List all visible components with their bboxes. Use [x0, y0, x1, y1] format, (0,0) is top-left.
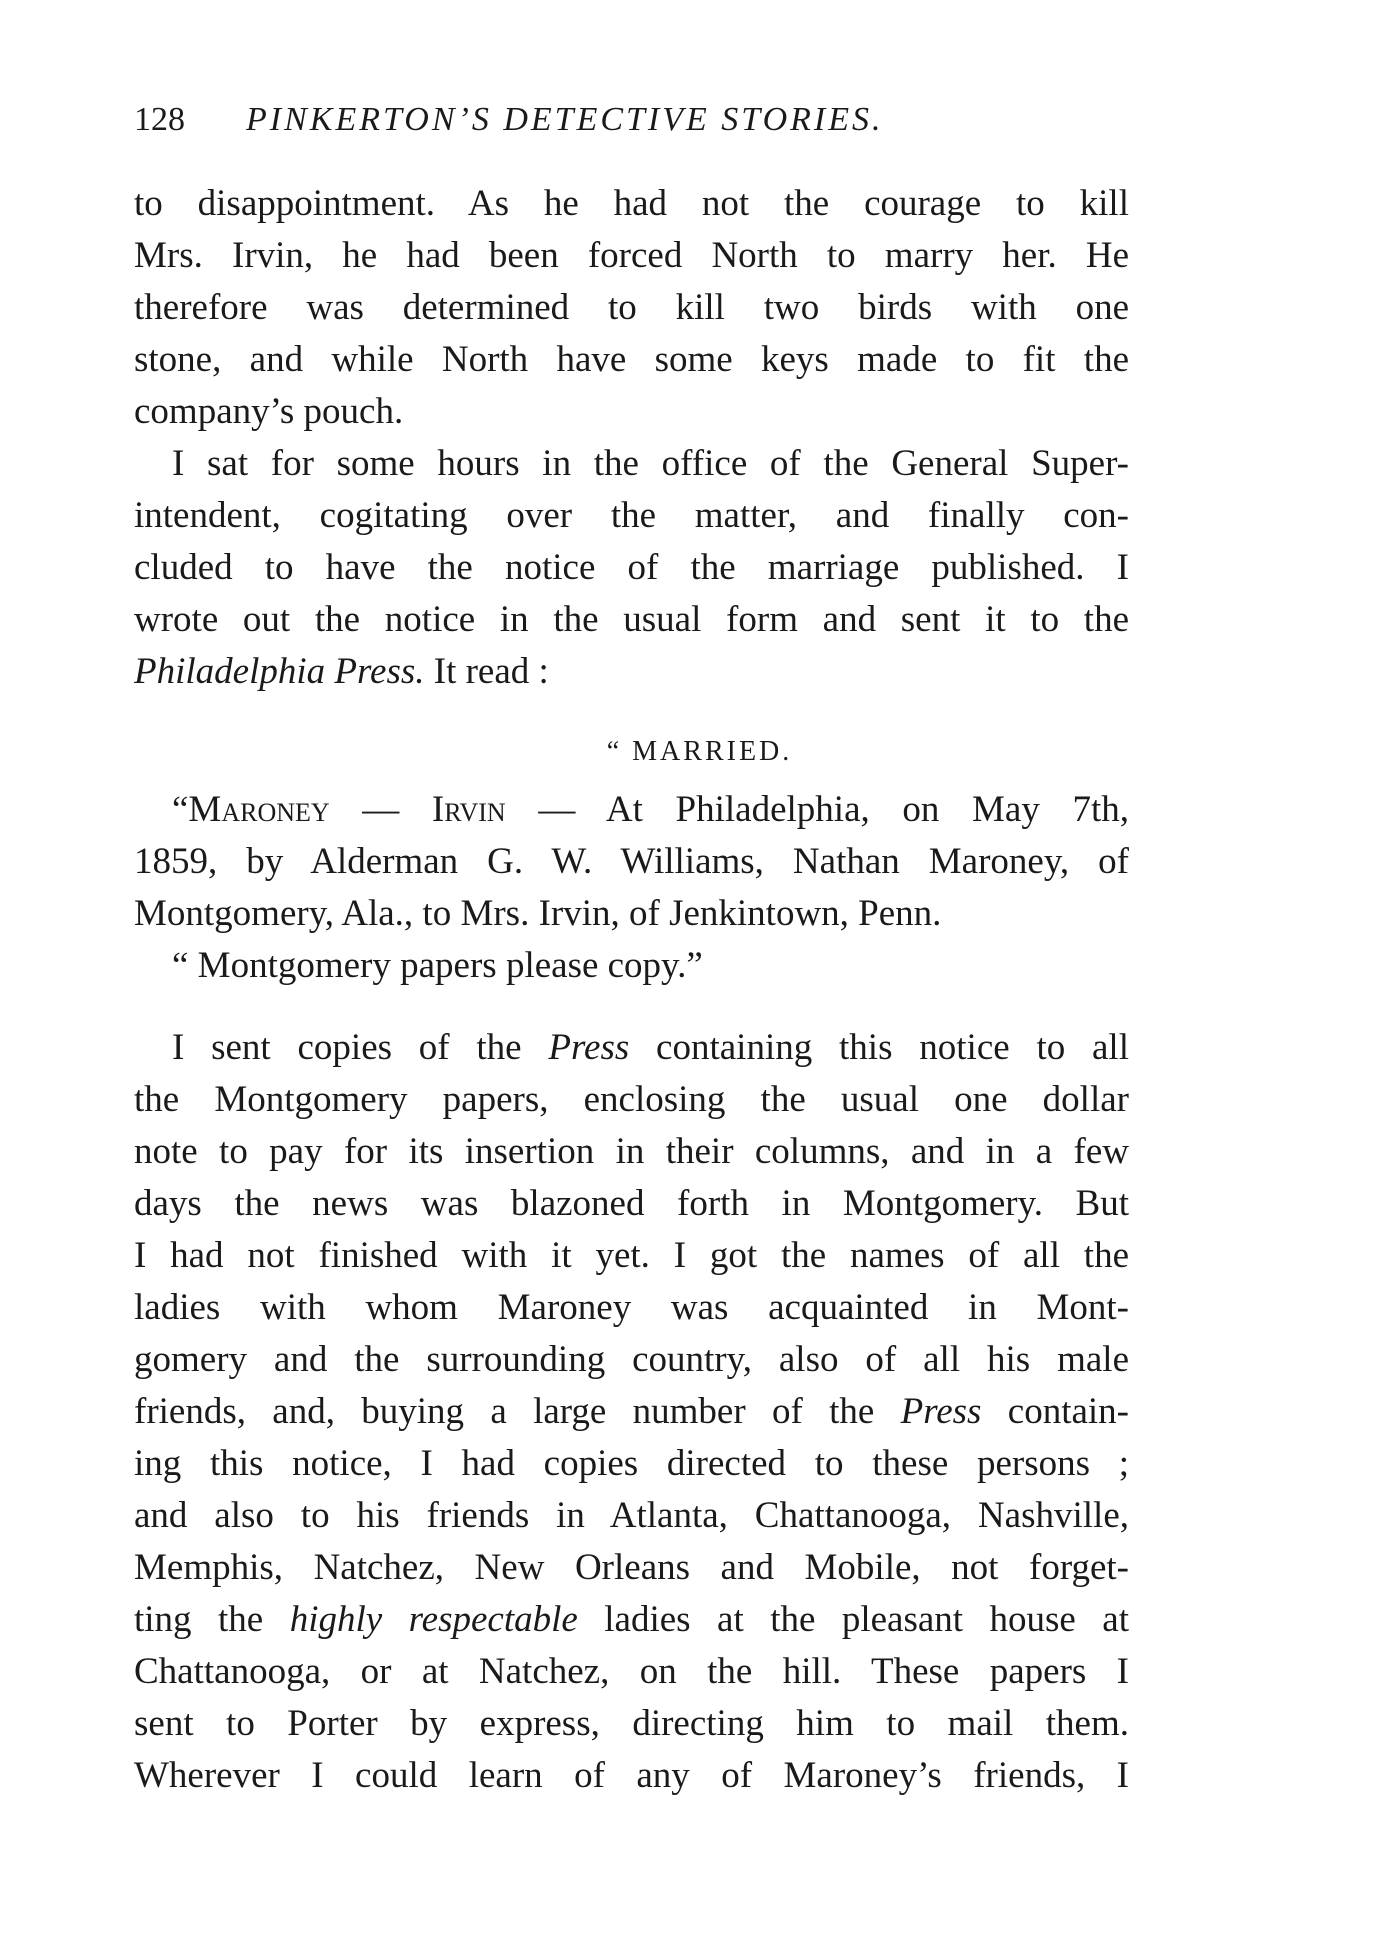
running-header: [134, 98, 1134, 142]
text-line: [134, 1594, 1129, 1646]
text-span: I sent copies of the: [172, 1027, 549, 1068]
text-block-lower: [134, 1022, 1129, 1802]
text-line: I had not finished with it yet. I got the names of all the: [134, 1235, 1129, 1276]
text-line: wrote out the notice in the usual form and sent it to the: [134, 599, 1129, 640]
text-line: Mrs. Irvin, he had been forced North to marry her. He: [134, 235, 1129, 276]
text-span: It read :: [424, 651, 549, 692]
text-block-upper: [134, 178, 1129, 698]
text-line: intendent, cogitating over the matter, and finally con-: [134, 495, 1129, 536]
text-line: sent to Porter by express, directing him to mail them.: [134, 1703, 1129, 1744]
text-line: Chattanooga, or at Natchez, on the hill. These papers I: [134, 1651, 1129, 1692]
text-span: ting the: [134, 1599, 290, 1640]
text-line: [134, 646, 1129, 698]
text-span: contain-: [981, 1391, 1129, 1432]
newspaper-title: Philadelphia Press.: [134, 651, 425, 692]
text-line: Montgomery, Ala., to Mrs. Irvin, of Jenkintown, Penn.: [134, 893, 942, 934]
book-title: PINKERTON’S DETECTIVE STORIES.: [246, 101, 884, 138]
text-line: [134, 1022, 1129, 1074]
newspaper-title: Press: [900, 1391, 982, 1432]
page-number: 128: [134, 101, 185, 138]
paragraph: [134, 178, 1129, 438]
text-line: and also to his friends in Atlanta, Chattanooga, Nashville,: [134, 1495, 1129, 1536]
text-line: Wherever I could learn of any of Maroney’s friends, I: [134, 1755, 1129, 1796]
emphasis-text: highly respectable: [289, 1599, 578, 1640]
text-span: friends, and, buying a large number of the: [134, 1391, 901, 1432]
notice-names: “Maroney — Irvin —: [172, 789, 576, 830]
text-line: ing this notice, I had copies directed to these persons ;: [134, 1443, 1129, 1484]
text-span: containing this notice to all: [629, 1027, 1129, 1068]
text-span: At Philadelphia, on May 7th,: [575, 789, 1129, 830]
text-line: [134, 784, 1129, 836]
text-line: company’s pouch.: [134, 391, 404, 432]
text-line: 1859, by Alderman G. W. Williams, Nathan Maroney, of: [134, 841, 1129, 882]
text-line: [134, 1386, 1129, 1438]
paragraph: [134, 1022, 1129, 1802]
newspaper-title: Press: [548, 1027, 630, 1068]
text-line: Memphis, Natchez, New Orleans and Mobile, not forget-: [134, 1547, 1129, 1588]
text-span: ladies at the pleasant house at: [577, 1599, 1129, 1640]
text-line: I sat for some hours in the office of the General Super-: [172, 443, 1129, 484]
text-line: stone, and while North have some keys made to fit the: [134, 339, 1129, 380]
text-line: ladies with whom Maroney was acquainted in Mont-: [134, 1287, 1129, 1328]
text-line: days the news was blazoned forth in Montgomery. But: [134, 1183, 1129, 1224]
text-line: therefore was determined to kill two birds with one: [134, 287, 1129, 328]
text-line: gomery and the surrounding country, also of all his male: [134, 1339, 1129, 1380]
text-line: the Montgomery papers, enclosing the usual one dollar: [134, 1079, 1129, 1120]
paragraph: [134, 438, 1129, 698]
text-line: note to pay for its insertion in their columns, and in a few: [134, 1131, 1129, 1172]
text-line: “ Montgomery papers please copy.”: [172, 945, 703, 986]
text-line: cluded to have the notice of the marriage published. I: [134, 547, 1129, 588]
marriage-notice: [134, 784, 1129, 992]
text-line: to disappointment. As he had not the courage to kill: [134, 183, 1129, 224]
notice-heading: “ MARRIED.: [606, 736, 793, 767]
